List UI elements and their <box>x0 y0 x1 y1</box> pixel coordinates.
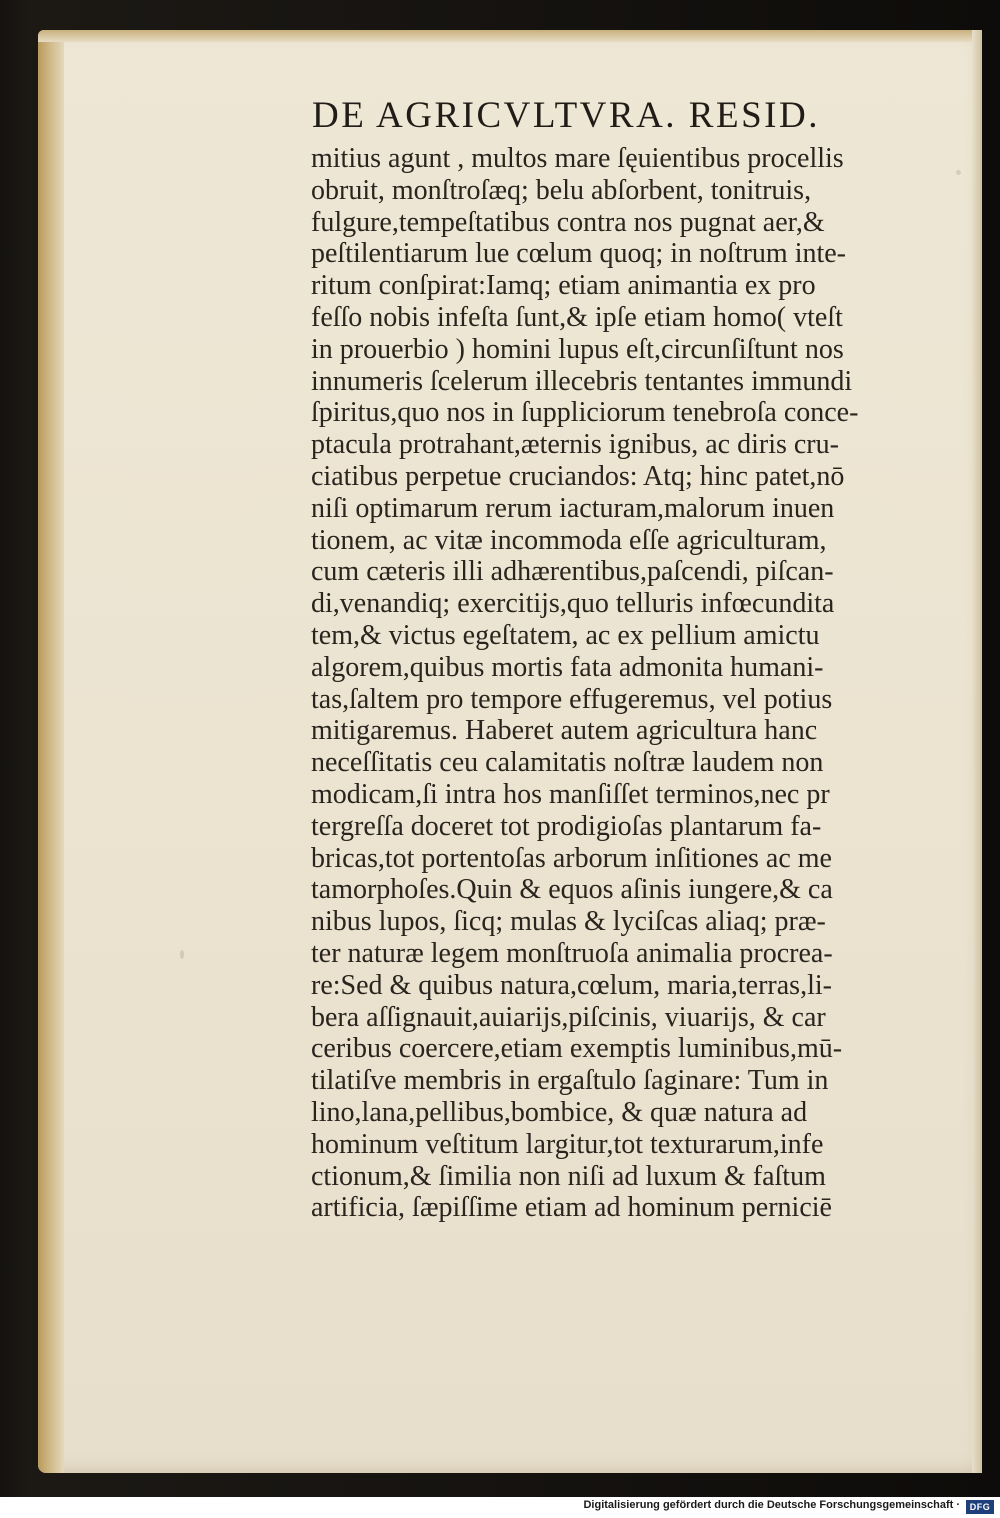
running-head: DE AGRICVLTVRA. RESID. <box>312 95 820 136</box>
text-line: peſtilentiarum lue cœlum quoq; in noſtrum inte- <box>311 238 847 270</box>
text-line: re:Sed & quibus natura,cœlum, maria,terras,li- <box>311 969 832 1001</box>
text-line: ptacula protrahant,æternis ignibus, ac diris cru- <box>311 429 839 461</box>
text-line: feſſo nobis infeſta ſunt,& ipſe etiam homo( vteſt <box>311 301 843 333</box>
text-line: niſi optimarum rerum iacturam,malorum inuen <box>311 492 835 524</box>
text-line: cum cæteris illi adhærentibus,paſcendi, piſcan- <box>311 556 834 588</box>
text-line: mitigaremus. Haberet autem agricultura hanc <box>311 715 818 747</box>
text-line: hominum veſtitum largitur,tot texturarum,infe <box>311 1128 824 1160</box>
paper-stain <box>180 950 184 959</box>
text-line: lino,lana,pellibus,bombice, & quæ natura ad <box>311 1096 808 1128</box>
text-line: neceſſitatis ceu calamitatis noſtræ laudem non <box>311 747 824 779</box>
digitization-footer <box>0 1497 1000 1518</box>
text-line: obruit, monſtroſæq; belu abſorbent, tonitruis, <box>311 174 812 206</box>
text-line: tergreſſa doceret tot prodigioſas plantarum fa- <box>311 810 822 842</box>
text-line: mitius agunt , multos mare ſęuientibus procellis <box>311 143 844 174</box>
body-text <box>311 143 951 1224</box>
text-line: ſpiritus,quo nos in ſuppliciorum tenebroſa conce- <box>311 397 859 429</box>
text-line: bera aſſignauit,auiarijs,piſcinis, viuarijs, & car <box>311 1001 826 1033</box>
text-line: fulgure,tempeſtatibus contra nos pugnat aer,& <box>311 206 825 238</box>
text-line: bricas,tot portentoſas arborum inſitiones ac me <box>311 842 832 874</box>
text-line: innumeris ſcelerum illecebris tentantes immundi <box>311 365 853 397</box>
text-line: tamorphoſes.Quin & equos aſinis iungere,& ca <box>311 874 833 906</box>
text-line: tem,& victus egeſtatem, ac ex pellium amictu <box>311 619 820 651</box>
text-line: ceribus coercere,etiam exemptis luminibus,mū- <box>311 1033 843 1065</box>
text-line: tas,ſaltem pro tempore effugeremus, vel potius <box>311 683 833 715</box>
page-top-edge <box>38 30 982 42</box>
text-line: ciatibus perpetue cruciandos: Atq; hinc patet,nō <box>311 460 845 492</box>
text-line: tionem, ac vitæ incommoda eſſe agriculturam, <box>311 524 827 556</box>
page-gutter-edge <box>38 30 64 1473</box>
text-line: tilatiſve membris in ergaſtulo ſaginare: Tum in <box>311 1065 829 1097</box>
page-right-edge <box>972 30 982 1473</box>
text-line: modicam,ſi intra hos manſiſſet terminos,nec pr <box>311 778 830 810</box>
text-line: nibus lupos, ſicq; mulas & lyciſcas aliaq; præ- <box>311 906 826 938</box>
text-line: artificia, ſæpiſſime etiam ad hominum perniciē <box>311 1192 832 1224</box>
funding-credit: Digitalisierung gefördert durch die Deutsche Forschungsgemeinschaft · <box>583 1499 960 1511</box>
paper-stain <box>956 170 961 175</box>
text-line: algorem,quibus mortis fata admonita humani- <box>311 651 824 683</box>
text-line: in prouerbio ) homini lupus eſt,circunſiſtunt nos <box>311 333 844 365</box>
text-line: ter naturæ legem monſtruoſa animalia procrea- <box>311 937 833 969</box>
text-line: ritum conſpirat:Iamq; etiam animantia ex pro <box>311 270 816 302</box>
text-line: ctionum,& ſimilia non niſi ad luxum & faſtum <box>311 1160 826 1192</box>
dfg-logo-icon: DFG <box>966 1500 994 1514</box>
text-line: di,venandiq; exercitijs,quo telluris infœcundita <box>311 588 835 620</box>
